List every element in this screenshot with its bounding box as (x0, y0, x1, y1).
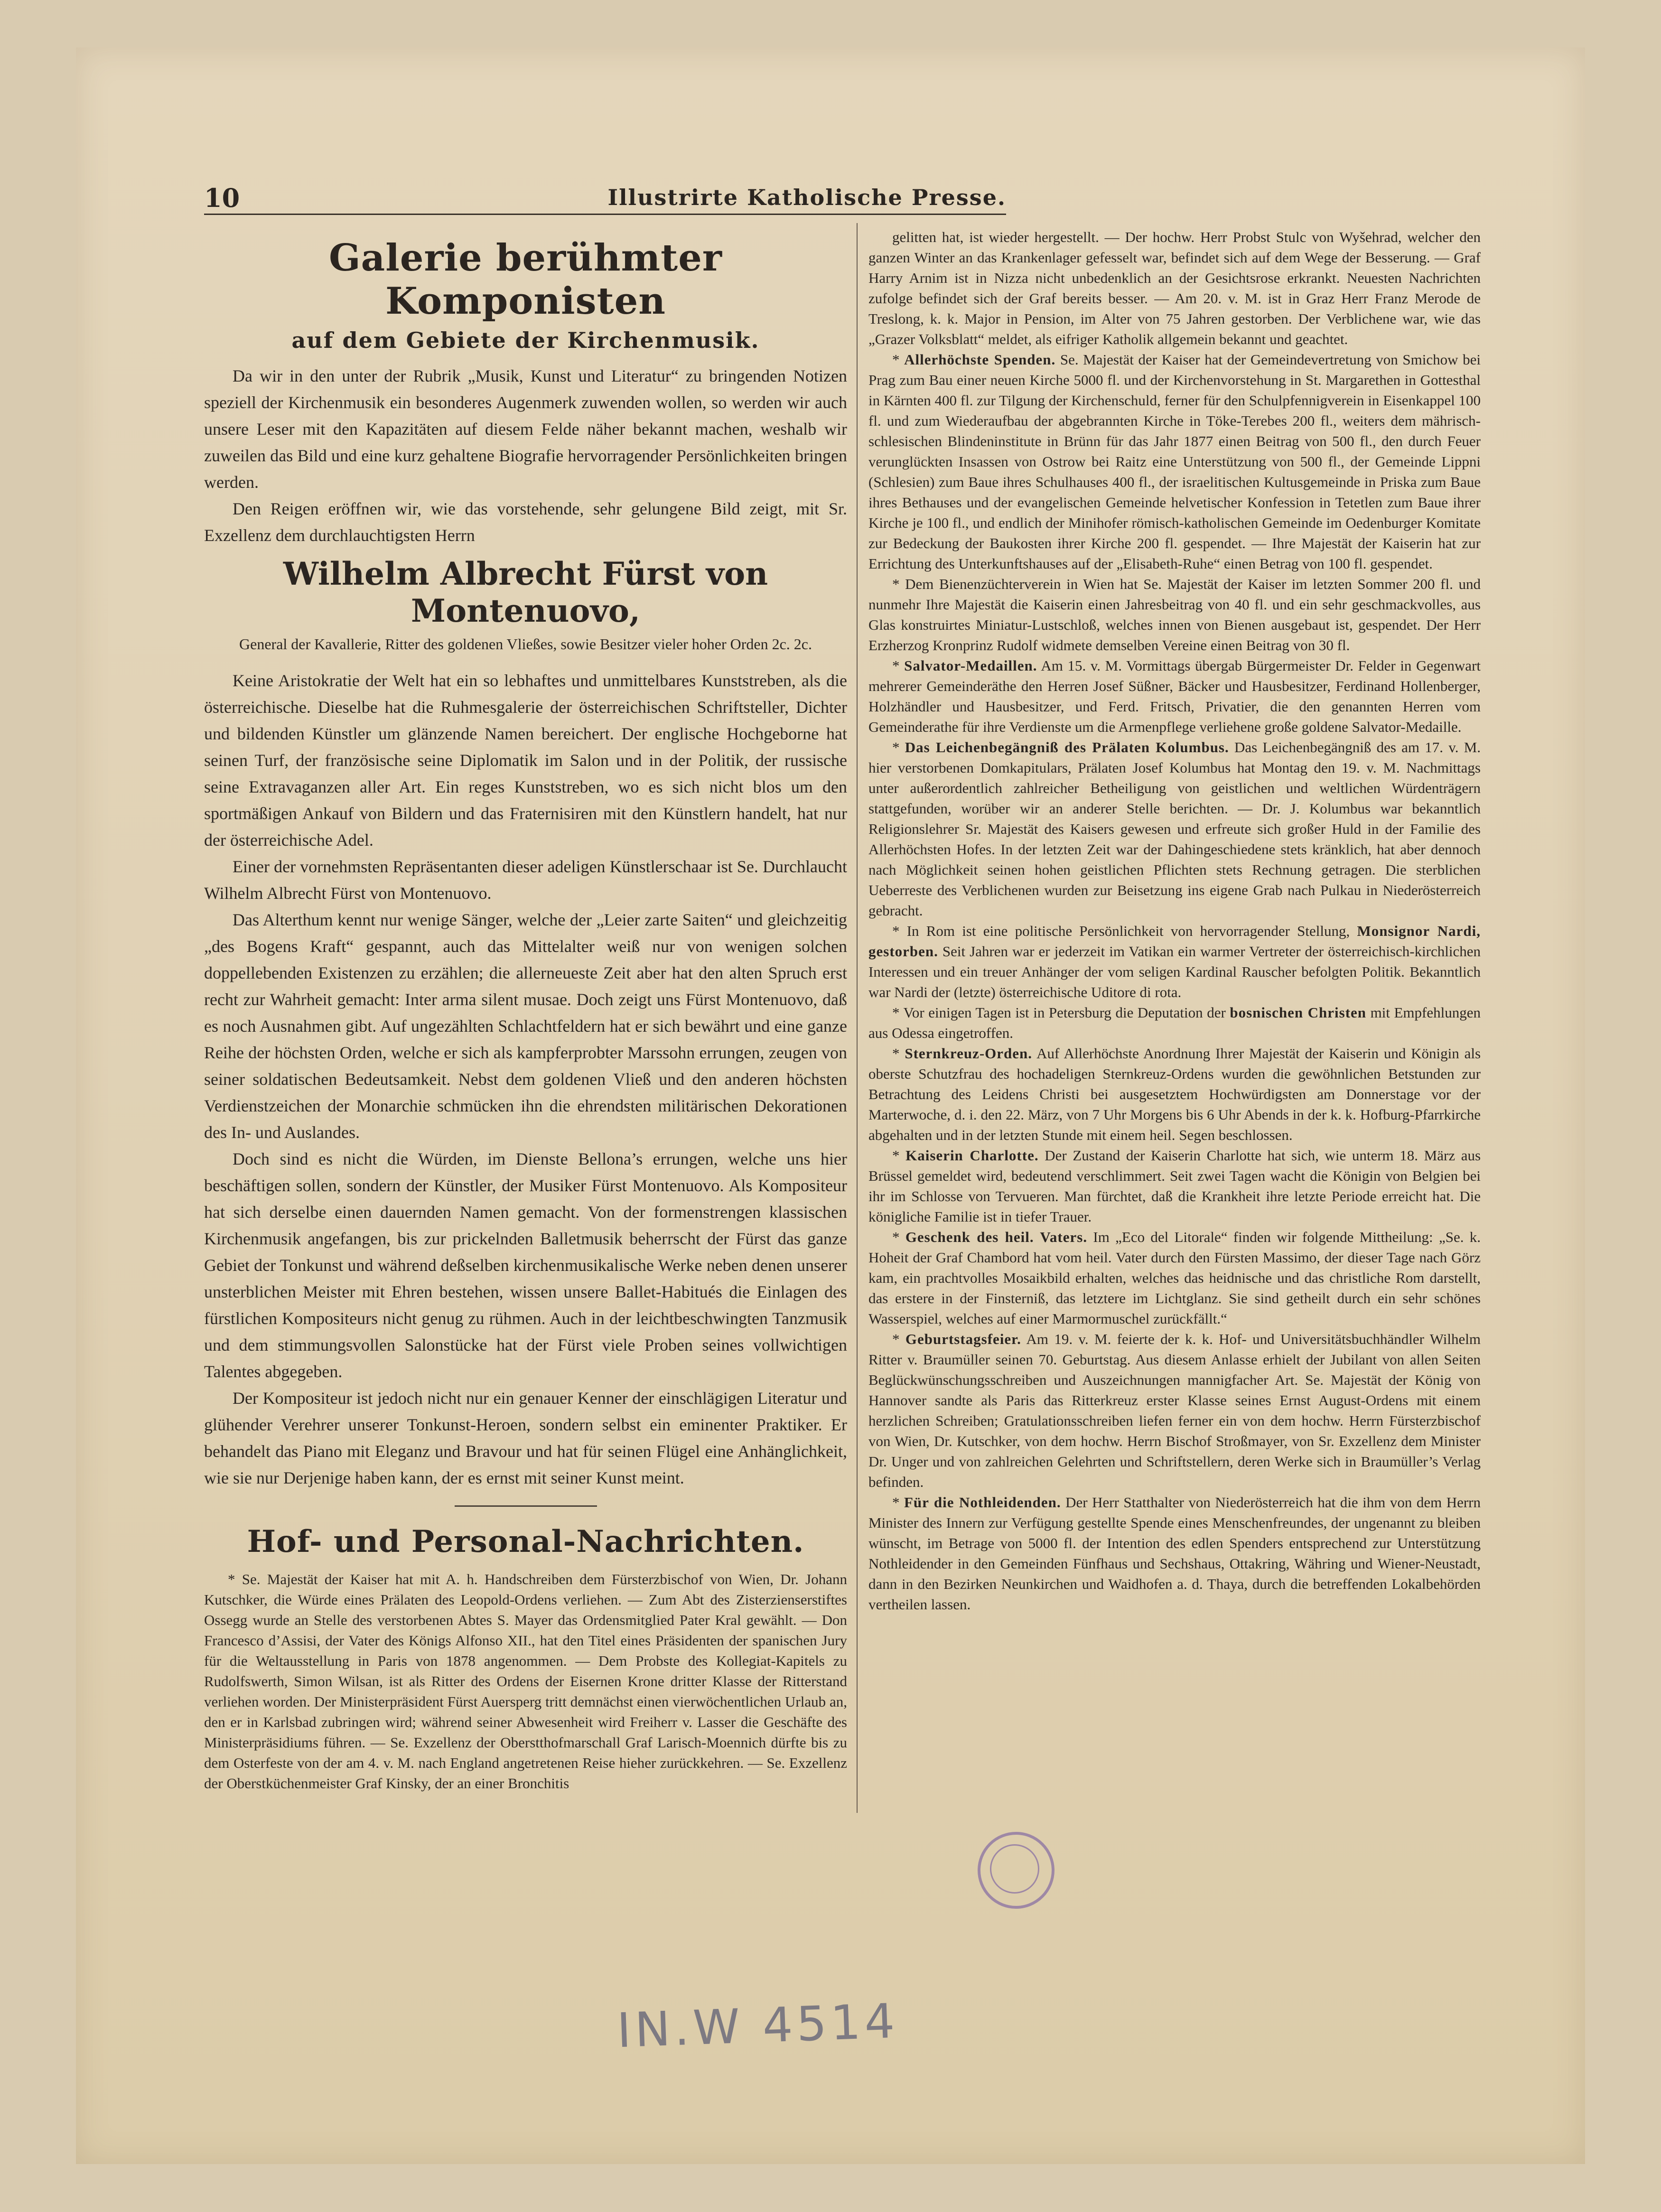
paragraph: Keine Aristokratie der Welt hat ein so lebhaftes und unmittelbares Kunststreben, als die österreichische. Dieselbe hat die Ruhmesgalerie der österreichischen Schriftsteller, Dichter und bildenden Künstler um glänzende Namen bereichert. Der englische Hochgeborne hat seinen Turf, der französische seine Diplomatik im Salon und in der Politik, der russische seine Extravaganzen aller Art. Ein reges Kunststreben, wo es sich nicht blos um den sportmäßigen Ankauf von Bildern und das Fraternisiren mit den Künstlern handelt, hat nur der österreichische Adel. (204, 671, 847, 849)
news-item: * Geschenk des heil. Vaters. Im „Eco del Litorale“ finden wir folgende Mittheilung: „Se. k. Hoheit der Graf Chambord hat vom heil. Vater durch den Fürsten Massimo, der dieser Tage nach Görz kam, ein prachtvolles Mosaikbild erhalten, welches das heidnische und das christliche Rom darstellt, das erstere in der Finsterniß, das letztere im Lichtglanz. Sie sind getheilt durch ein sehr schönes Wasserspiel, welches auf einer Marmormuschel zurückfällt.“ (868, 1229, 1481, 1327)
news-keyword: Kaiserin Charlotte. (905, 1147, 1039, 1164)
paragraph: Den Reigen eröffnen wir, wie das vorstehende, sehr gelungene Bild zeigt, mit Sr. Exzellenz dem durchlauchtigsten Herrn (204, 499, 847, 545)
column-divider (857, 223, 858, 1813)
news-keyword: Salvator-Medaillen. (904, 657, 1037, 674)
news-text: Der Herr Statthalter von Niederösterreich hat die ihm von dem Herrn Minister des Innern zur Verfügung gestellte Spende eines Menschenfreundes, der ungenannt zu bleiben wünscht, im Betrage von 5000 fl. der Intention des edlen Spenders entsprechend zur Unterstützung Nothleidender in den Gemeinden Fünfhaus und Sechshaus, Ottakring, Währing und Wiener-Neustadt, dann in den Bezirken Neunkirchen und Waidhofen a. d. Thaya, durch die betreffenden Lokalbehörden vertheilen lassen. (868, 1494, 1481, 1613)
news-keyword: Für die Nothleidenden. (904, 1494, 1061, 1511)
news-keyword: Sternkreuz-Orden. (905, 1045, 1033, 1062)
news-text: * In Rom ist eine politische Persönlichkeit von hervorragender Stellung, (892, 923, 1350, 939)
news-item: * Sternkreuz-Orden. Auf Allerhöchste Anordnung Ihrer Majestät der Kaiserin und Königin als oberste Schutzfrau des hochadeligen Sternkreuz-Ordens wurden die gewöhnlichen Betstunden zur Betrachtung des Leidens Christi bei ausgesetztem Hochwürdigsten am Donnerstage vor der Marterwoche, d. i. den 22. März, von 7 Uhr Morgens bis 6 Uhr Abends in der k. k. Hofburg-Pfarrkirche abgehalten und in der letzten Stunde mit einem heil. Segen beschlossen. (868, 1045, 1481, 1143)
paragraph: Einer der vornehmsten Repräsentanten dieser adeligen Künstlerschaar ist Se. Durchlaucht Wilhelm Albrecht Fürst von Montenuovo. (204, 857, 847, 903)
news-item: * Geburtstagsfeier. Am 19. v. M. feierte der k. k. Hof- und Universitätsbuchhändler Wilhelm Ritter v. Braumüller seinen 70. Geburtstag. Aus diesem Anlasse erhielt der Jubilant von allen Seiten Beglückwünschungsschreiben und Auszeichnungen mannigfacher Art. Se. Majestät der König von Hannover sandte als Paris das Ritterkreuz erster Klasse seines Ernst August-Ordens mit einem herzlichen Schreiben; Gratulationsschreiben liefen ferner ein von dem hochw. Herrn Fürsterzbischof von Wien, Dr. Kutschker, von dem hochw. Herrn Bischof Stroßmayer, von Sr. Exzellenz dem Minister Dr. Unger und von zahlreichen Gelehrten und Schriftstellern, deren Werke sich in Braumüller’s Verlag befinden. (868, 1331, 1481, 1490)
news-keyword: Geschenk des heil. Vaters. (905, 1229, 1088, 1245)
news-text: Seit Jahren war er jederzeit im Vatikan ein warmer Vertreter der österreichisch-kirchlichen Interessen und ein treuer Anhänger der vom seligen Kardinal Rauscher befolgten Politik. Bekanntlich war Nardi der (letzte) österreichische Uditore di rota. (868, 943, 1481, 1000)
news-text: mit Empfehlungen aus Odessa eingetroffen. (868, 1004, 1481, 1041)
pencil-inventory-mark: IN.W 4514 (616, 1993, 900, 2059)
featured-rank: General der Kavallerie, Ritter des goldenen Vließes, sowie Besitzer vieler hoher Orden 2c. 2c. (239, 635, 812, 653)
news-item (868, 1002, 1481, 1043)
header-rule (204, 214, 1006, 215)
news-keyword: Allerhöchste Spenden. (904, 351, 1056, 368)
paragraph: Doch sind es nicht die Würden, im Dienste Bellona’s errungen, welche uns hier beschäftigen sollen, sondern der Künstler, der Musiker Fürst Montenuovo. Als Kompositeur hat sich derselbe einen dauernden Namen gemacht. Von der formenstrengen klassischen Kirchenmusik angefangen, bis zur prickelnden Balletmusik beherrscht der Fürst das ganze Gebiet der Tonkunst und während deßselben kirchenmusikalische Werke neben denen unserer unsterblichen Meister mit Ehren bestehen, wissen unsere Ballet-Habitués die Einlagen des fürstlichen Kompositeurs nicht genug zu rühmen. Auch in der leichtbeschwingten Tanzmusik und dem stimmungsvollen Salonstücke hat der Fürst viele Proben seines vollwichtigen Talentes abgegeben. (204, 1149, 847, 1381)
news-keyword: Monsignor Nardi, gestorben. (868, 923, 1481, 960)
news-item: gelitten hat, ist wieder hergestellt. — Der hochw. Herr Probst Stulc von Wyšehrad, welcher den ganzen Winter an das Krankenlager gefesselt war, befindet sich auf dem Wege der Besserung. — Graf Harry Arnim ist in Nizza nicht unbedenklich an der Gesichtsrose erkrankt. Neuesten Nachrichten zufolge befindet sich der Graf bereits besser. — Am 20. v. M. ist in Graz Herr Franz Merode de Treslong, k. k. Major in Pension, im Alter von 75 Jahren gestorben. Der Verblichene war, wie das „Grazer Volksblatt“ meldet, als eifriger Katholik allgemein bekannt und geachtet. (868, 229, 1481, 347)
library-stamp (978, 1832, 1054, 1909)
news-item: * Salvator-Medaillen. Am 15. v. M. Vormittags übergab Bürgermeister Dr. Felder in Gegenwart mehrerer Gemeinderäthe den Herren Josef Süßner, Bäcker und Hausbesitzer, Ferdinand Hollenberger, Holzhändler und Hausbesitzer, und Ferd. Fritsch, Privatier, die den genannten Herren vom Gemeinderathe für ihre Verdienste um die Armenpflege verliehene große goldene Salvator-Medaille. (868, 657, 1481, 735)
news-text: * Vor einigen Tagen ist in Petersburg die Deputation der (892, 1004, 1226, 1021)
paragraph: Der Kompositeur ist jedoch nicht nur ein genauer Kenner der einschlägigen Literatur und glühender Verehrer unserer Tonkunst-Heroen, sondern selbst ein eminenter Praktiker. Er behandelt das Piano mit Eleganz und Bravour und hat für seinen Flügel eine Anhänglichkeit, wie sie nur Derjenige haben kann, der es ernst mit seiner Kunst meint. (204, 1389, 847, 1487)
news-text: Auf Allerhöchste Anordnung Ihrer Majestät der Kaiserin und Königin als oberste Schutzfrau des hochadeligen Sternkreuz-Ordens wurden die gewöhnlichen Betstunden zur Betrachtung des Leidens Christi bei ausgesetztem Hochwürdigsten am Donnerstage vor der Marterwoche, d. i. den 22. März, von 7 Uhr Morgens bis 6 Uhr Abends in der k. k. Hofburg-Pfarrkirche abgehalten und in der letzten Stunde mit einem heil. Segen beschlossen. (868, 1045, 1481, 1143)
section-title: Hof- und Personal-Nachrichten. (247, 1524, 804, 1559)
paragraph: Da wir in den unter der Rubrik „Musik, Kunst und Literatur“ zu bringenden Notizen speziell der Kirchenmusik ein besonderes Augenmerk zuwenden wollen, so werden wir auch unsere Leser mit den Kapazitäten auf diesem Felde näher bekannt machen, weshalb wir zuweilen das Bild und eine kurz gehaltene Biografie hervorragender Persönlichkeiten bringen werden. (204, 366, 847, 492)
right-column (868, 227, 1481, 1840)
news-item: * Se. Majestät der Kaiser hat mit A. h. Handschreiben dem Fürsterzbischof von Wien, Dr. Johann Kutschker, die Würde eines Prälaten des Leopold-Ordens verliehen. — Zum Abt des Zisterzienserstiftes Ossegg wurde an Stelle des verstorbenen Abtes S. Mayer das Ordensmitglied Pater Kral gewählt. — Don Francesco d’Assisi, der Vater des Königs Alfonso XII., hat den Titel eines Präsidenten der spanischen Jury für die Weltausstellung in Paris von 1878 angenommen. — Dem Probste des Kollegiat-Kapitels zu Rudolfswerth, Simon Wilsan, ist als Ritter des Ordens der Eisernen Krone dritter Klasse der Ritterstand verliehen worden. Der Ministerpräsident Fürst Auersperg tritt demnächst einen vierwöchentlichen Urlaub an, den er in Karlsbad zubringen wird; während seiner Abwesenheit wird Freiherr v. Lasser die Geschäfte des Ministerpräsidiums führen. — Se. Exzellenz der Oberstthofmarschall Graf Larisch-Moennich dürfte bis zu dem Osterfeste von der am 4. v. M. nach England angetretenen Reise hieher zurückkehren. — Se. Exzellenz der Oberstküchenmeister Graf Kinsky, der an einer Bronchitis (204, 1571, 847, 1792)
news-text: Das Leichenbegängniß des am 17. v. M. hier verstorbenen Domkapitulars, Prälaten Josef Kolumbus hat Montag den 19. v. M. Nachmittags unter außerordentlich zahlreicher Betheiligung von geistlichen und weltlichen Würdenträgern stattgefunden, worüber wir an anderer Stelle berichten. — Dr. J. Kolumbus war bekanntlich Religionslehrer Sr. Majestät des Kaisers gewesen und erfreute sich großer Huld in der Familie des Allerhöchsten Hofes. In der letzten Zeit war der Dahingeschiedene stets kränklich, hat aber dennoch nach Möglichkeit seinen hohen geistlichen Pflichten stets Rechnung getragen. Die sterblichen Ueberreste des Verblichenen wurden zur Beisetzung ins eigene Grab nach Pulkau in Niederösterreich gebracht. (868, 739, 1481, 919)
news-item: * Für die Nothleidenden. Der Herr Statthalter von Niederösterreich hat die ihm von dem Herrn Minister des Innern zur Verfügung gestellte Spende eines Menschenfreundes, der ungenannt zu bleiben wünscht, im Betrage von 5000 fl. der Intention des edlen Spenders entsprechend zur Unterstützung Nothleidender in den Gemeinden Fünfhaus und Sechshaus, Ottakring, Währing und Wiener-Neustadt, dann in den Bezirken Neunkirchen und Waidhofen a. d. Thaya, durch die betreffenden Lokalbehörden vertheilen lassen. (868, 1494, 1481, 1613)
news-keyword: Das Leichenbegängniß des Prälaten Kolumbus. (905, 739, 1229, 756)
paragraph: Das Alterthum kennt nur wenige Sänger, welche der „Leier zarte Saiten“ und gleichzeitig „des Bogens Kraft“ gespannt, auch das Mittelalter weiß nur von wenigen solchen doppellebenden Existenzen zu erzählen; die allerneueste Zeit aber hat den alten Spruch erst recht zur Wahrheit gemacht: Inter arma silent musae. Doch zeigt uns Fürst Montenuovo, daß es noch Ausnahmen gibt. Auf ungezählten Schlachtfeldern hat er sich bewährt und eine ganze Reihe der höchsten Orden, welche er sich als kampferprobter Marssohn errungen, zeugen von seiner soldatischen Bedeutsamkeit. Nebst dem goldenen Vließ und den anderen höchsten Verdienstzeichen der Monarchie schmücken ihn die ehrendsten militärischen Dekorationen des In- und Auslandes. (204, 910, 847, 1142)
page-header (204, 183, 1006, 211)
left-column (204, 227, 847, 1792)
news-item: * Das Leichenbegängniß des Prälaten Kolumbus. Das Leichenbegängniß des am 17. v. M. hier verstorbenen Domkapitulars, Prälaten Josef Kolumbus hat Montag den 19. v. M. Nachmittags unter außerordentlich zahlreicher Betheiligung von geistlichen und weltlichen Würdenträgern stattgefunden, worüber wir an anderer Stelle berichten. — Dr. J. Kolumbus war bekanntlich Religionslehrer Sr. Majestät des Kaisers gewesen und erfreute sich großer Huld in der Familie des Allerhöchsten Hofes. In der letzten Zeit war der Dahingeschiedene stets kränklich, hat aber dennoch nach Möglichkeit seinen hohen geistlichen Pflichten stets Rechnung getragen. Die sterblichen Ueberreste des Verblichenen wurden zur Beisetzung ins eigene Grab nach Pulkau in Niederösterreich gebracht. (868, 739, 1481, 919)
news-item (868, 921, 1481, 1002)
news-item: * Allerhöchste Spenden. Se. Majestät der Kaiser hat der Gemeindevertretung von Smichow bei Prag zum Bau einer neuen Kirche 5000 fl. und der Kirchenvorstehung in St. Margarethen in Gottesthal in Kärnten 400 fl. zur Tilgung der Kirchenschuld, ferner für den Schulpfennigverein in Eisenkappel 100 fl. und zum Wiederaufbau der abgebrannten Kirche in Töke-Terebes 200 fl., weiters dem mährisch-schlesischen Blindeninstitute in Brünn für das Jahr 1877 einen Beitrag von 500 fl., den durch Feuer verunglückten Insassen von Ostrow bei Raitz eine Unterstützung von 500 fl., der Gemeinde Lippni (Schlesien) zum Baue ihres Schulhauses 400 fl., der israelitischen Kultusgemeinde in Priska zum Baue ihres Bethauses und der evangelischen Gemeinde helvetischer Konfession in Tetetlen zum Baue ihrer Kirche je 100 fl., und endlich der Minihofer römisch-katholischen Gemeinde im Oedenburger Komitate zur Bedeckung der Baukosten ihrer Kirche 200 fl. gespendet. — Ihre Majestät der Kaiserin hat zur Errichtung des Unterkunftshauses auf der „Elisabeth-Ruhe“ einen Betrag von 100 fl. gespendet. (868, 351, 1481, 572)
section-separator (455, 1505, 597, 1507)
news-item: * Dem Bienenzüchterverein in Wien hat Se. Majestät der Kaiser im letzten Sommer 200 fl. und nunmehr Ihre Majestät die Kaiserin einen Jahresbeitrag von 40 fl. und ein sehr geschmackvolles, aus Glas konstruirtes Miniatur-Lustschloß, welches innen von Bienen ausgebaut ist, gespendet. Der Herr Erzherzog Kronprinz Rudolf widmete demselben Vereine einen Beitrag von 30 fl. (868, 576, 1481, 653)
page-number: 10 (204, 183, 240, 213)
news-keyword: bosnischen Christen (1230, 1004, 1367, 1021)
featured-name: Wilhelm Albrecht Fürst von Montenuovo, (283, 555, 768, 629)
news-text: Am 15. v. M. Vormittags übergab Bürgermeister Dr. Felder in Gegenwart mehrerer Gemeinderäthe den Herren Josef Süßner, Bäcker und Hausbesitzer, Ferdinand Hollenberger, Holzhändler und Hausbesitzer, und Ferd. Fritsch, Privatier, die den genannten Herren vom Gemeinderathe für ihre Verdienste um die Armenpflege verliehene große goldene Salvator-Medaille. (868, 657, 1481, 735)
article-subtitle: auf dem Gebiete der Kirchenmusik. (291, 327, 760, 353)
news-text: Der Zustand der Kaiserin Charlotte hat sich, wie unterm 18. März aus Brüssel gemeldet wird, bedeutend verschlimmert. Seit zwei Tagen wacht die Königin von Belgien bei ihr im Schlosse von Tervueren. Man fürchtet, daß die Krankheit ihre letzte Periode erreicht hat. Die königliche Familie ist in tiefer Trauer. (868, 1147, 1481, 1225)
news-text: Im „Eco del Litorale“ finden wir folgende Mittheilung: „Se. k. Hoheit der Graf Chambord hat vom heil. Vater durch den Fürsten Massimo, der dieser Tage nach Görz kam, ein prachtvolles Mosaikbild erhalten, welches das heidnische und das christliche Rom darstellt, das erstere in der Finsterniß, das letztere im Lichtglanz. Sie sind getheilt durch ein sehr schönes Wasserspiel, welches auf einer Marmormuschel zurückfällt.“ (868, 1229, 1481, 1327)
news-text: Se. Majestät der Kaiser hat der Gemeindevertretung von Smichow bei Prag zum Bau einer neuen Kirche 5000 fl. und der Kirchenvorstehung in St. Margarethen in Gottesthal in Kärnten 400 fl. zur Tilgung der Kirchenschuld, ferner für den Schulpfennigverein in Eisenkappel 100 fl. und zum Wiederaufbau der abgebrannten Kirche in Töke-Terebes 200 fl., weiters dem mährisch-schlesischen Blindeninstitute in Brünn für das Jahr 1877 einen Beitrag von 500 fl., den durch Feuer verunglückten Insassen von Ostrow bei Raitz eine Unterstützung von 500 fl., der Gemeinde Lippni (Schlesien) zum Baue ihres Schulhauses 400 fl., der israelitischen Kultusgemeinde in Priska zum Baue ihres Bethauses und der evangelischen Gemeinde helvetischer Konfession in Tetetlen zum Baue ihrer Kirche je 100 fl., und endlich der Minihofer römisch-katholischen Gemeinde im Oedenburger Komitate zur Bedeckung der Baukosten ihrer Kirche 200 fl. gespendet. — Ihre Majestät der Kaiserin hat zur Errichtung des Unterkunftshauses auf der „Elisabeth-Ruhe“ einen Betrag von 100 fl. gespendet. (868, 351, 1481, 572)
news-text: Am 19. v. M. feierte der k. k. Hof- und Universitätsbuchhändler Wilhelm Ritter v. Braumüller seinen 70. Geburtstag. Aus diesem Anlasse erhielt der Jubilant von allen Seiten Beglückwünschungsschreiben und Auszeichnungen mannigfacher Art. Se. Majestät der König von Hannover sandte als Paris das Ritterkreuz erster Klasse seines Ernst August-Ordens mit einem herzlichen Schreiben; Gratulationsschreiben liefen ferner ein von dem hochw. Herrn Fürsterzbischof von Wien, Dr. Kutschker, von dem hochw. Herrn Bischof Stroßmayer, von Sr. Exzellenz dem Minister Dr. Unger und von zahlreichen Gelehrten und Schriftstellern, deren Werke sich in Braumüller’s Verlag befinden. (868, 1331, 1481, 1490)
news-keyword: Geburtstagsfeier. (905, 1331, 1021, 1347)
article-title: Galerie berühmter Komponisten (329, 236, 722, 323)
journal-title: Illustrirte Katholische Presse. (607, 185, 1006, 210)
news-item: * Kaiserin Charlotte. Der Zustand der Kaiserin Charlotte hat sich, wie unterm 18. März aus Brüssel gemeldet wird, bedeutend verschlimmert. Seit zwei Tagen wacht die Königin von Belgien bei ihr im Schlosse von Tervueren. Man fürchtet, daß die Krankheit ihre letzte Periode erreicht hat. Die königliche Familie ist in tiefer Trauer. (868, 1147, 1481, 1225)
